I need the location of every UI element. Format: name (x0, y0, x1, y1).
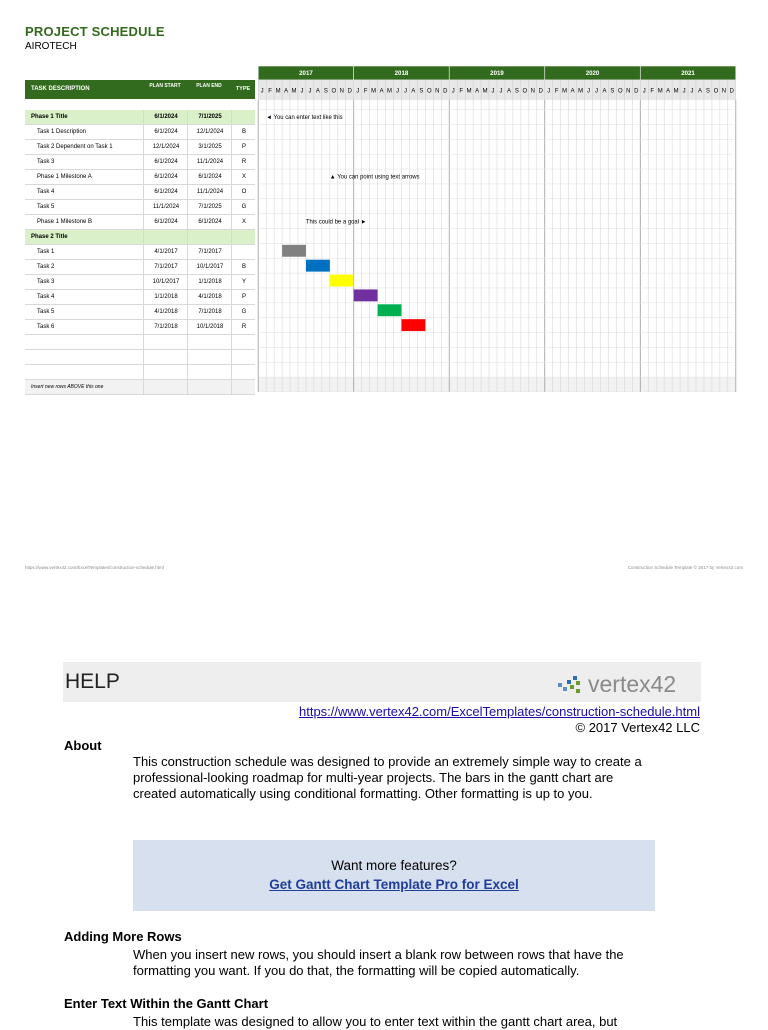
month-label: D (347, 88, 352, 95)
table-row[interactable] (25, 290, 255, 305)
month-label: D (443, 88, 448, 95)
table-row[interactable] (25, 140, 255, 155)
month-label: D (538, 88, 543, 95)
enter-text-text: This template was designed to allow you to enter text within the gantt chart area, but (133, 1014, 618, 1029)
task-description-cell[interactable] (25, 365, 143, 379)
type-cell[interactable] (231, 380, 256, 394)
table-row[interactable] (25, 125, 255, 140)
table-row[interactable] (25, 275, 255, 290)
task-description-cell[interactable]: Insert new rows ABOVE this one (31, 384, 104, 390)
task-description-cell[interactable]: Task 4 (37, 294, 55, 300)
task-description-cell[interactable]: Task 2 (37, 264, 55, 270)
year-label: 2018 (394, 70, 409, 78)
task-description-cell[interactable]: Phase 1 Milestone B (37, 219, 93, 225)
year-label: 2019 (490, 70, 504, 78)
plan-end-cell[interactable]: 7/1/2017 (187, 245, 232, 259)
header-plan-end: PLAN END (187, 80, 231, 99)
help-url-link[interactable]: https://www.vertex42.com/ExcelTemplates/construction-schedule.html (298, 704, 700, 719)
gantt-chart (256, 66, 738, 392)
gantt-bar (306, 260, 330, 272)
month-label: O (427, 88, 432, 95)
plan-start-cell[interactable] (143, 365, 188, 379)
footer-url[interactable]: https://www.vertex42.com/ExcelTemplates/construction-schedule.html (25, 565, 164, 570)
plan-end-cell[interactable]: 10/1/2017 (187, 260, 232, 274)
plan-end-cell[interactable]: 6/1/2024 (187, 170, 232, 184)
plan-end-cell[interactable] (187, 365, 232, 379)
plan-start-cell[interactable]: 6/1/2024 (143, 155, 188, 169)
task-description-cell[interactable]: Task 3 (37, 159, 55, 165)
header-plan-start: PLAN START (143, 80, 187, 99)
month-label: F (554, 88, 559, 95)
month-label: F (650, 88, 655, 95)
task-description-cell[interactable]: Task 5 (37, 309, 55, 315)
month-label: M (291, 88, 297, 95)
vertex42-logo (556, 671, 701, 702)
month-label: J (403, 88, 407, 95)
month-label: S (323, 88, 328, 95)
month-label: N (626, 88, 631, 95)
month-label: J (642, 88, 646, 95)
gantt-bar (282, 245, 306, 257)
month-label: N (721, 88, 727, 95)
month-label: O (618, 88, 623, 95)
month-label: F (459, 88, 463, 95)
type-cell[interactable]: P (231, 290, 256, 304)
enter-text-heading: Enter Text Within the Gantt Chart (64, 996, 269, 1011)
month-label: N (339, 88, 344, 95)
month-label: J (356, 88, 360, 95)
month-label: M (466, 88, 472, 95)
month-label: M (562, 88, 568, 95)
table-row[interactable] (25, 245, 255, 260)
month-label: J (587, 88, 591, 95)
plan-start-cell[interactable]: 6/1/2024 (143, 215, 188, 229)
year-label: 2020 (585, 70, 600, 78)
plan-start-cell[interactable] (143, 230, 188, 244)
gantt-bar (330, 275, 354, 287)
plan-start-cell[interactable]: 12/1/2024 (143, 140, 188, 154)
table-row[interactable] (25, 200, 255, 215)
logo-wordmark: vertex42 (588, 671, 677, 697)
task-description-cell[interactable]: Phase 1 Title (31, 114, 68, 120)
month-label: A (315, 88, 320, 95)
plan-start-cell[interactable]: 4/1/2018 (143, 305, 188, 319)
month-label: A (411, 88, 416, 95)
plan-end-cell[interactable] (187, 230, 232, 244)
plan-end-cell[interactable]: 7/1/2025 (187, 110, 232, 124)
plan-end-cell[interactable] (187, 350, 232, 364)
table-row[interactable] (25, 350, 255, 365)
task-description-cell[interactable]: Phase 1 Milestone A (37, 174, 92, 180)
adding-rows-heading: Adding More Rows (64, 929, 182, 944)
month-label: J (308, 88, 312, 95)
gantt-bar (354, 289, 378, 301)
header-task-description: TASK DESCRIPTION (25, 80, 143, 99)
insert-rows-note-row[interactable] (25, 380, 255, 395)
gantt-bar (401, 319, 425, 331)
gantt-pro-link[interactable]: Get Gantt Chart Template Pro for Excel (269, 877, 519, 892)
task-description-cell[interactable]: Task 1 Description (37, 129, 87, 135)
about-heading: About (64, 738, 102, 753)
year-label: 2017 (299, 70, 313, 78)
type-cell[interactable]: R (231, 320, 256, 334)
plan-end-cell[interactable]: 11/1/2024 (187, 185, 232, 199)
month-label: J (682, 88, 686, 95)
plan-start-cell[interactable]: 1/1/2018 (143, 290, 188, 304)
gantt-bar (378, 304, 402, 316)
month-label: M (673, 88, 679, 95)
table-row[interactable] (25, 305, 255, 320)
plan-start-cell[interactable]: 7/1/2017 (143, 260, 188, 274)
month-label: M (578, 88, 584, 95)
month-label: S (419, 88, 424, 95)
month-label: M (482, 88, 488, 95)
task-description-cell[interactable] (25, 350, 143, 364)
gantt-note: ▲ You can point using text arrows (329, 174, 420, 181)
month-label: M (657, 88, 663, 95)
type-cell[interactable]: B (231, 125, 256, 139)
month-label: A (379, 88, 384, 95)
table-row[interactable] (25, 320, 255, 335)
task-description-cell[interactable]: Task 2 Dependent on Task 1 (37, 144, 113, 150)
month-label: D (634, 88, 639, 95)
phase-row[interactable] (25, 230, 255, 245)
month-label: J (499, 88, 503, 95)
month-label: M (371, 88, 377, 95)
table-row[interactable] (25, 260, 255, 275)
month-label: J (547, 88, 551, 95)
plan-start-cell[interactable] (143, 380, 188, 394)
month-label: J (300, 88, 304, 95)
month-label: M (275, 88, 281, 95)
about-text: This construction schedule was designed to provide an extremely simple way to create a professional-looking roadmap for multi-year projects. The bars in the gantt chart are created automatically using conditional formatting. Other formatting is up to you. (133, 754, 642, 801)
plan-end-cell[interactable]: 10/1/2018 (187, 320, 232, 334)
project-title: PROJECT SCHEDULE (25, 24, 165, 39)
type-cell[interactable]: B (231, 260, 256, 274)
plan-end-cell[interactable]: 3/1/2025 (187, 140, 232, 154)
year-label: 2021 (681, 70, 695, 78)
month-label: S (610, 88, 615, 95)
table-row[interactable] (25, 155, 255, 170)
month-label: J (595, 88, 598, 95)
type-cell[interactable]: R (231, 155, 256, 169)
plan-start-cell[interactable]: 6/1/2024 (143, 185, 188, 199)
task-description-cell[interactable]: Task 6 (37, 324, 55, 330)
task-description-cell[interactable]: Task 3 (37, 279, 55, 285)
month-label: J (690, 88, 694, 95)
type-cell[interactable] (231, 365, 256, 379)
adding-rows-text: When you insert new rows, you should insert a blank row between rows that have the formatting you want. If you do that, the formatting will be copied automatically. (133, 947, 624, 978)
table-row[interactable] (25, 170, 255, 185)
plan-end-cell[interactable]: 6/1/2024 (187, 215, 232, 229)
month-label: N (530, 88, 535, 95)
plan-start-cell[interactable]: 7/1/2018 (143, 320, 188, 334)
month-label: A (570, 88, 575, 95)
month-label: A (284, 88, 289, 95)
plan-end-cell[interactable]: 11/1/2024 (187, 155, 232, 169)
task-description-cell[interactable]: Task 5 (37, 204, 55, 210)
plan-end-cell[interactable] (187, 380, 232, 394)
gantt-note: ◄ You can enter text like this (266, 115, 343, 122)
month-label: N (435, 88, 440, 95)
plan-start-cell[interactable] (143, 350, 188, 364)
task-description-cell[interactable]: Task 4 (37, 189, 55, 195)
task-table (25, 110, 255, 395)
footer-copyright: Construction Schedule Template © 2017 by Vertex42.com (627, 565, 743, 570)
month-label: A (506, 88, 511, 95)
month-label: O (713, 88, 719, 95)
plan-end-cell[interactable]: 4/1/2018 (187, 290, 232, 304)
task-description-cell[interactable]: Phase 2 Title (31, 234, 68, 240)
plan-end-cell[interactable]: 12/1/2024 (187, 125, 232, 139)
plan-end-cell[interactable] (187, 335, 232, 349)
plan-start-cell[interactable]: 4/1/2017 (143, 245, 188, 259)
month-label: J (451, 88, 455, 95)
type-cell[interactable] (231, 245, 256, 259)
type-cell[interactable] (231, 335, 256, 349)
month-label: S (705, 88, 710, 95)
help-title: HELP (65, 670, 120, 693)
company-name: AIROTECH (25, 41, 77, 52)
plan-start-cell[interactable]: 6/1/2024 (143, 170, 188, 184)
plan-end-cell[interactable]: 7/1/2018 (187, 305, 232, 319)
gantt-note: This could be a goal ► (305, 219, 367, 226)
task-description-cell[interactable]: Task 1 (37, 249, 55, 255)
table-row[interactable] (25, 185, 255, 200)
feature-callout (133, 840, 655, 911)
month-label: J (396, 88, 399, 95)
plan-end-cell[interactable]: 1/1/2018 (187, 275, 232, 289)
feature-question: Want more features? (331, 858, 457, 873)
table-row[interactable] (25, 365, 255, 380)
plan-start-cell[interactable] (143, 335, 188, 349)
month-label: J (260, 88, 264, 95)
logo-mark-icon (558, 676, 580, 693)
plan-start-cell[interactable]: 6/1/2024 (143, 110, 188, 124)
type-cell[interactable]: P (231, 140, 256, 154)
type-cell[interactable] (231, 230, 256, 244)
type-cell[interactable]: Y (231, 275, 256, 289)
month-label: M (387, 88, 393, 95)
type-cell[interactable]: G (231, 200, 256, 214)
plan-start-cell[interactable]: 11/1/2024 (143, 200, 188, 214)
month-label: A (602, 88, 607, 95)
month-label: A (666, 88, 671, 95)
month-label: O (522, 88, 528, 95)
type-cell[interactable]: G (231, 305, 256, 319)
type-cell[interactable]: O (231, 185, 256, 199)
month-label: D (729, 88, 734, 95)
month-label: A (475, 88, 480, 95)
plan-start-cell[interactable]: 10/1/2017 (143, 275, 188, 289)
table-row[interactable] (25, 335, 255, 350)
type-cell[interactable] (231, 350, 256, 364)
type-cell[interactable]: X (231, 170, 256, 184)
table-row[interactable] (25, 215, 255, 230)
month-label: S (514, 88, 519, 95)
month-label: O (331, 88, 337, 95)
month-label: F (268, 88, 272, 95)
plan-end-cell[interactable]: 7/1/2025 (187, 200, 232, 214)
task-description-cell[interactable] (25, 335, 143, 349)
type-cell[interactable] (231, 110, 256, 124)
month-label: F (363, 88, 368, 95)
plan-start-cell[interactable]: 6/1/2024 (143, 125, 188, 139)
type-cell[interactable]: X (231, 215, 256, 229)
month-label: J (491, 88, 495, 95)
phase-row[interactable] (25, 110, 255, 125)
header-type: TYPE (231, 80, 255, 99)
month-label: A (697, 88, 702, 95)
help-copyright: © 2017 Vertex42 LLC (575, 720, 700, 735)
